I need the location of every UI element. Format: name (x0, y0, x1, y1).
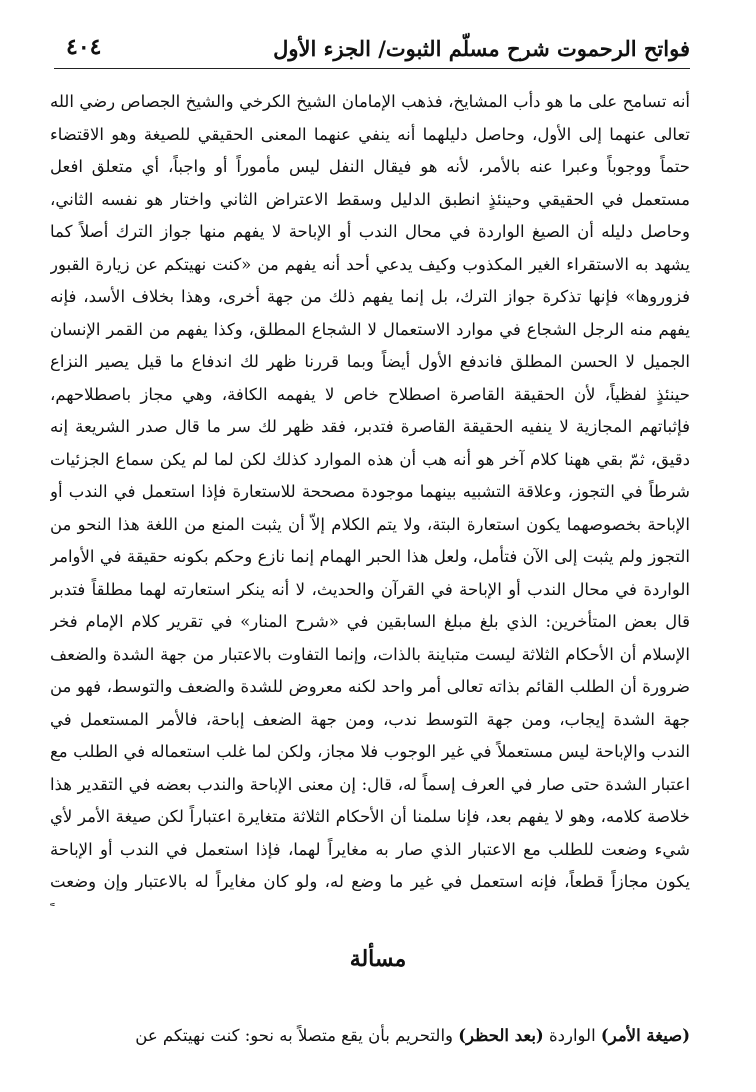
next-paragraph (50, 1020, 690, 1082)
book-title: فواتح الرحموت شرح مسلّم الثبوت/ الجزء الأول (273, 36, 690, 61)
main-text (50, 86, 690, 906)
running-header (54, 30, 690, 70)
section-heading: مسألة (349, 946, 407, 972)
header-rule (54, 68, 690, 69)
bold-term-amr: (صيغة الأمر) (600, 1026, 690, 1045)
next-paragraph-text-2: والتحريم بأن يقع متصلاً به نحو: كنت نهيتكم عن (135, 1026, 459, 1045)
body-paragraph: أنه تسامح على ما هو دأب المشايخ، فذهب الإمامان الشيخ الكرخي والشيخ الجصاص رضي الله تعالى عنهما إلى الأول، وحاصل دليلهما أنه ينفي عنهما المعنى الحقيقي للصيغة وهو الاقتضاء حتماً ووجوباً وعبرا عنه بالأمر، لأنه هو فيقال النفل ليس مأموراً أو واجباً، أي متعلق افعل مستعمل في الحقيقي وحينئذٍ انطبق الدليل وسقط الاعتراض الثاني واختار هو نفسه الثاني، وحاصل دليله أن الصيغ الواردة في محال الندب أو الإباحة لا يفهم منها جواز الترك أصلاً كما يشهد به الاستقراء الغير المكذوب وكيف يدعي أحد أنه يفهم من «كنت نهيتكم عن زيارة القبور فزوروها» فإنها تذكرة جواز الترك، بل إنما يفهم ذلك من جهة أخرى، وهذا بخلاف الأسد، فإنه يفهم منه الرجل الشجاع في موارد الاستعمال لا الشجاع المطلق، وكذا يفهم من القمر الإنسان الجميل لا الحسن المطلق فاندفع الأول أيضاً وبما قررنا ظهر لك اندفاع ما قيل يصير النزاع حينئذٍ لفظياً، لأن الحقيقة القاصرة اصطلاح خاص لا يفهمه الكافة، وهي مجاز باصطلاحهم، فإثباتهم المجازية لا ينفيه الحقيقة القاصرة فتدبر، فقد ظهر لك سر ما قال صدر الشريعة إنه دقيق، ثمّ بقي ههنا كلام آخر هو أنه هب أن هذه الموارد كذلك لكن لما لم يكن سماع الجزئيات شرطاً في التجوز، وعلاقة التشبيه بينهما موجودة مصححة للاستعارة فإذا استعمل في الندب أو الإباحة بخصوصهما يكون استعارة البتة، ولا يتم الكلام إلاّ أن يثبت المنع من اللغة هذا النحو من التجوز ولم يثبت إلى الآن فتأمل، ولعل هذا الحبر الهمام إنما نازع وحكم بكونه حقيقة في الأوامر الواردة في محال الندب أو الإباحة في القرآن والحديث، لا أنه ينكر استعارته لهما مطلقاً فتدبر قال بعض المتأخرين: الذي بلغ مبلغ السابقين في «شرح المنار» في تقرير كلام الإمام فخر الإسلام أن الأحكام الثلاثة ليست متباينة بالذات، وإنما التفاوت بالاعتبار من جهة الشدة والضعف ضرورة أن الطلب القائم بذاته تعالى أمر واحد لكنه معروض للشدة والضعف والتوسط، فهو من جهة الشدة إيجاب، ومن جهة التوسط ندب، ومن جهة الضعف إباحة، فالأمر المستعمل في الندب والإباحة ليس مستعملاً في غير الوجوب فلا مجاز، ولكن لما غلب استعماله في الطلب مع اعتبار الشدة حتى صار في العرف إسماً له، قال: إن معنى الإباحة والندب بعضه في التقدير هذا خلاصة كلامه، وهو لا يفهم بعد، فإنا سلمنا أن الأحكام الثلاثة متغايرة اعتباراً لكن صيغة الأمر لأي شيء وضعت للطلب مع الاعتبار الذي صار به مغايراً لهما، فإذا استعمل في الندب أو الإباحة يكون مجازاً قطعاً، فإنه استعمل في غير ما وضع له، ولو كان مغايراً له بالاعتبار وإن وضعت (50, 92, 690, 891)
bold-term-hazr: (بعد الحظر) (458, 1026, 544, 1045)
next-paragraph-text-1: الواردة (543, 1026, 601, 1045)
page-number: ٤٠٤ (66, 34, 102, 60)
